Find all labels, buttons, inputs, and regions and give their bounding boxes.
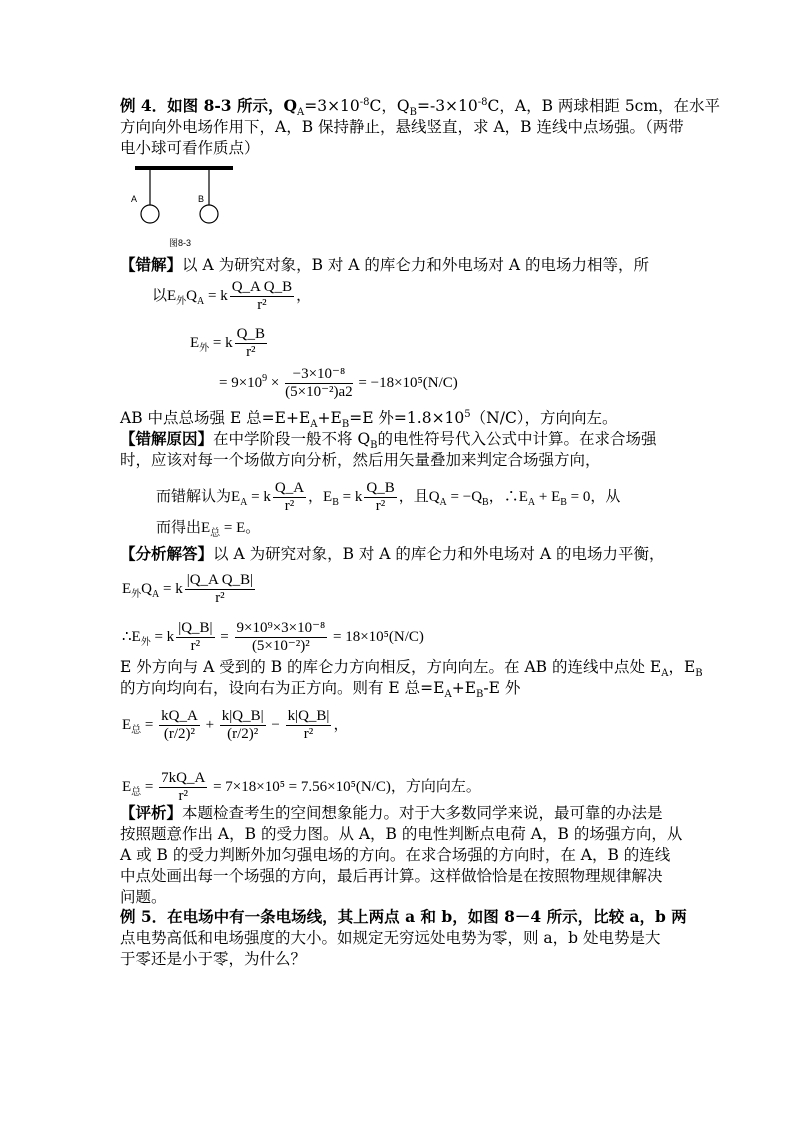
ex4-line-1: 例 4．如图 8-3 所示，$Q_A=3\times 10^{-8}C$，$Q_B=-3\times 10^{-8}C$，A，B 两球相距 5cm，在水平 bbox=[120, 96, 721, 119]
wrong-total-line: AB 中点总场强 E 总$=E+E_A+E_B=E$ 外$=1.8\times 10^5(N/C)$，方向向左。 bbox=[120, 408, 618, 431]
ex4-line-3: 电小球可看作质点） bbox=[120, 139, 260, 157]
comment-line-3: A 或 B 的受力判断外加匀强电场的方向。在求合场强的方向时，在 A，B 的连线 bbox=[120, 846, 671, 864]
analysis-eq-1: $E_外Q_A = k$ $\frac{\text{|Q\_A Q\_B|}}{\text{r²}}$ bbox=[122, 572, 254, 606]
analysis-eq-2: $\therefore E_外 = k$ $\frac{|Q\_B|}{\text{r²}}$ = $\frac{\text{9×10⁹×3×10⁻⁸}}{\text{(5×10⁻²)²}}$ = 18×10⁵(N/C) bbox=[122, 620, 424, 654]
analysis-line-3: 的方向均向右，设向右为正方向。则有 E 总$=E_A+E_B-E$ 外 bbox=[120, 679, 521, 701]
wrong-eq-3: = $9\times 10^9$ × $\frac{\text{−3×10⁻⁸}}{\text{(5×10⁻²)a2}}$ = −18×10⁵(N/C) bbox=[219, 366, 458, 400]
reason-eq-1: 而错解认为$E_A = k$ $\frac{Q\_A}{\text{r²}}$ ，$E_B = k$ $\frac{Q\_B}{\text{r²}}$ ，且$Q_A = -Q_B$，$\therefore E_A + E_B = 0$，从 bbox=[156, 480, 621, 514]
ex5-line-3: 于零还是小于零，为什么？ bbox=[120, 950, 307, 968]
label-a: A bbox=[131, 194, 138, 204]
analysis-line-2: E 外方向与 A 受到的 B 的库仑力方向相反，方向向左。在 AB 的连线中点处 $E_A$，$E_B$ bbox=[120, 658, 703, 680]
reason-eq-2: 而得出$E_总 = E$。 bbox=[156, 520, 261, 539]
comment-line-4: 中点处画出每一个场强的方向，最后再计算。这样做恰恰是在按照物理规律解决 bbox=[120, 867, 663, 885]
wrong-eq-2: $E_外 = k$ $\frac{Q\_B}{\text{r²}}$ bbox=[190, 326, 265, 360]
ball-b bbox=[200, 205, 218, 223]
figure-8-3 bbox=[125, 162, 245, 252]
label-b: B bbox=[198, 194, 205, 204]
wrong-solution-line: 【错解】以 A 为研究对象，B 对 A 的库仑力和外电场对 A 的电场力相等，所 bbox=[120, 255, 649, 274]
ceiling-bar bbox=[135, 166, 233, 170]
comment-line-1: 【评析】本题检查考生的空间想象能力。对于大多数同学来说，最可靠的办法是 bbox=[120, 803, 663, 822]
analysis-eq-3: $E_总$ = $\frac{kQ\_A}{\text{(r/2)²}}$ + $\frac{k|Q\_B|}{\text{(r/2)²}}$ − $\frac{k|Q\_B|}{\text{r²}}$ ， bbox=[122, 708, 349, 742]
comment-line-5: 问题。 bbox=[120, 888, 167, 906]
figure-caption: 图8-3 bbox=[169, 238, 192, 248]
comment-line-2: 按照题意作出 A，B 的受力图。从 A，B 的电性判断点电荷 A，B 的场强方向，从 bbox=[120, 825, 683, 843]
ex5-line-2: 点电势高低和电场强度的大小。如规定无穷远处电势为零，则 a，b 处电势是大 bbox=[120, 929, 661, 947]
analysis-eq-4: $E_总$ = $\frac{7kQ\_A}{\text{r²}}$ = 7×18×10⁵ = 7.56×10⁵(N/C)，方向向左。 bbox=[122, 770, 481, 804]
ball-a bbox=[141, 205, 159, 223]
ex4-line-2: 方向向外电场作用下，A，B 保持静止，悬线竖直，求 A，B 连线中点场强。（两带 bbox=[120, 118, 684, 136]
reason-line-2: 时，应该对每一个场做方向分析，然后用矢量叠加来判定合场强方向， bbox=[120, 451, 601, 469]
ex5-line-1: 例 5．在电场中有一条电场线，其上两点 a 和 b，如图 8－4 所示，比较 a，b 两 bbox=[120, 907, 687, 926]
analysis-line-1: 【分析解答】以 A 为研究对象，B 对 A 的库仑力和外电场对 A 的电场力平衡， bbox=[120, 544, 665, 563]
wrong-eq-1: 以$E_外Q_A = k$ $\frac{\text{Q\_A Q\_B}}{\text{r²}}$ ， bbox=[152, 279, 312, 313]
reason-line-1: 【错解原因】在中学阶段一般不将 $Q_B$的电性符号代入公式中计算。在求合场强 bbox=[120, 429, 657, 452]
